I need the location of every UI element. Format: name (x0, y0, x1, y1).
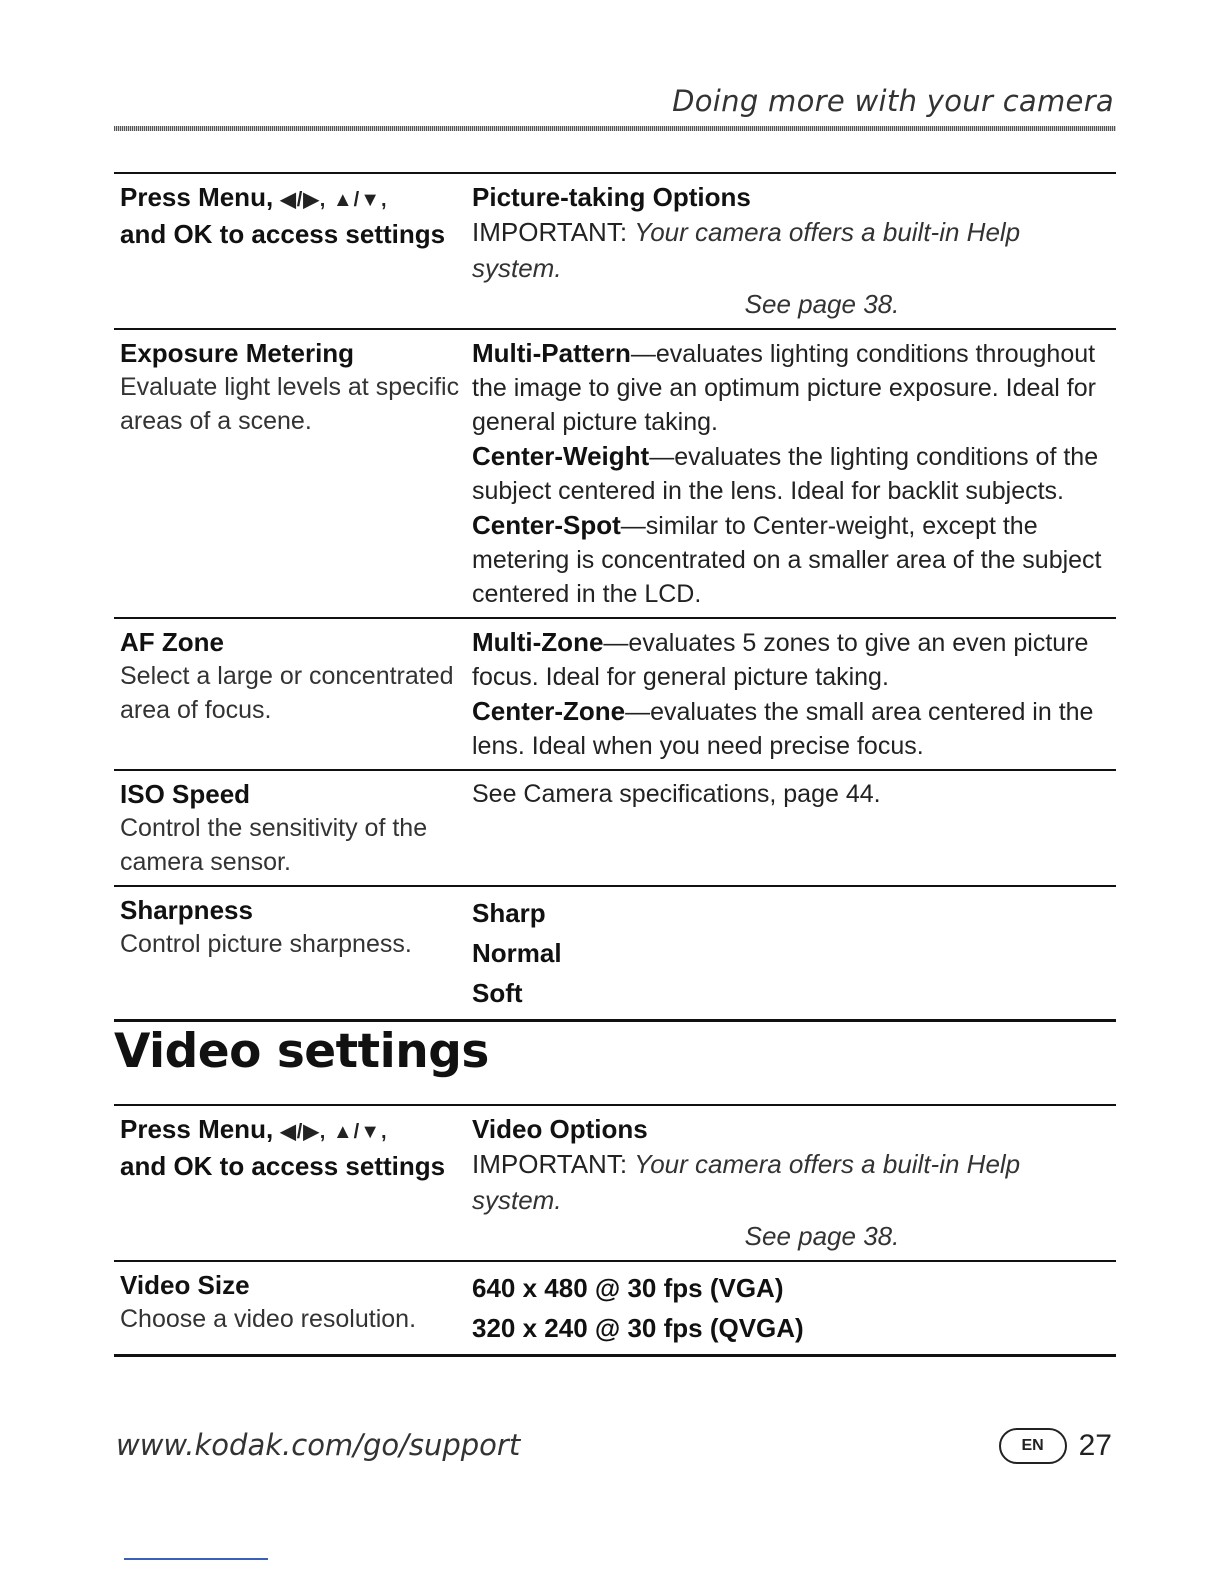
see-page-link[interactable]: See page 38. (744, 289, 900, 319)
important-label: IMPORTANT: (472, 1149, 628, 1179)
table-row (114, 1261, 1116, 1356)
option-item: Center-Spot—similar to Center-weight, except the metering is concentrated on a smaller area of the subject centered in the LCD. (472, 510, 1102, 608)
page-number: 27 (1078, 1429, 1112, 1462)
picture-settings-table (114, 172, 1116, 1022)
access-instructions (114, 173, 468, 329)
option-item: Multi-Pattern—evaluates lighting conditions throughout the image to give an optimum picture exposure. Ideal for general picture taking. (472, 338, 1096, 436)
setting-label: ISO Speed (120, 779, 251, 809)
options-title: Video Options (472, 1114, 648, 1144)
table-header-row (114, 1105, 1116, 1261)
setting-label: Video Size (120, 1270, 250, 1300)
options-header (468, 1105, 1116, 1261)
access-settings-text: and OK to access settings (120, 219, 446, 249)
important-text: Your camera offers a built-in Help system. (472, 1149, 1021, 1215)
setting-description: Control the sensitivity of the camera sensor. (120, 814, 428, 876)
important-note (472, 1146, 1112, 1254)
important-label: IMPORTANT: (472, 217, 628, 247)
running-header: Doing more with your camera (672, 84, 1114, 118)
option-item: Multi-Zone—evaluates 5 zones to give an even picture focus. Ideal for general picture taking. (472, 627, 1089, 691)
see-page-link[interactable]: See page 38. (744, 1221, 900, 1251)
video-settings-table (114, 1104, 1116, 1357)
table-row (114, 886, 1116, 1021)
table-row (114, 329, 1116, 618)
press-menu-text: Press Menu, (120, 1114, 274, 1144)
option-reference: See Camera specifications, page 44. (472, 780, 881, 808)
option-value: Normal (472, 938, 562, 968)
header-rule (114, 126, 1116, 131)
section-heading: Video settings (114, 1024, 489, 1079)
options-header (468, 173, 1116, 329)
table-row (114, 618, 1116, 770)
setting-description: Control picture sharpness. (120, 930, 412, 958)
setting-label: Sharpness (120, 895, 253, 925)
options-title: Picture-taking Options (472, 182, 751, 212)
option-value: 320 x 240 @ 30 fps (QVGA) (472, 1313, 804, 1343)
access-instructions (114, 1105, 468, 1261)
option-item: Center-Weight—evaluates the lighting conditions of the subject centered in the lens. Ideal for backlit subjects. (472, 441, 1099, 505)
nav-arrows-icon: ◀/▶, ▲/▼, (280, 189, 388, 211)
setting-label: Exposure Metering (120, 338, 355, 368)
access-settings-text: and OK to access settings (120, 1151, 446, 1181)
press-menu-text: Press Menu, (120, 182, 274, 212)
important-note (472, 214, 1112, 322)
setting-description: Select a large or concentrated area of focus. (120, 662, 454, 724)
language-badge-icon: EN (999, 1428, 1067, 1464)
table-header-row (114, 173, 1116, 329)
option-value: 640 x 480 @ 30 fps (VGA) (472, 1273, 784, 1303)
nav-arrows-icon: ◀/▶, ▲/▼, (280, 1121, 388, 1143)
page-footer (999, 1428, 1112, 1464)
table-row (114, 770, 1116, 886)
setting-description: Choose a video resolution. (120, 1305, 417, 1333)
option-value: Sharp (472, 898, 546, 928)
option-item: Center-Zone—evaluates the small area centered in the lens. Ideal when you need precise focus. (472, 696, 1094, 760)
option-value: Soft (472, 978, 523, 1008)
support-url[interactable]: www.kodak.com/go/support (116, 1428, 521, 1462)
important-text: Your camera offers a built-in Help system. (472, 217, 1021, 283)
setting-label: AF Zone (120, 627, 224, 657)
setting-description: Evaluate light levels at specific areas of a scene. (120, 373, 460, 435)
corner-rule (124, 1558, 268, 1560)
